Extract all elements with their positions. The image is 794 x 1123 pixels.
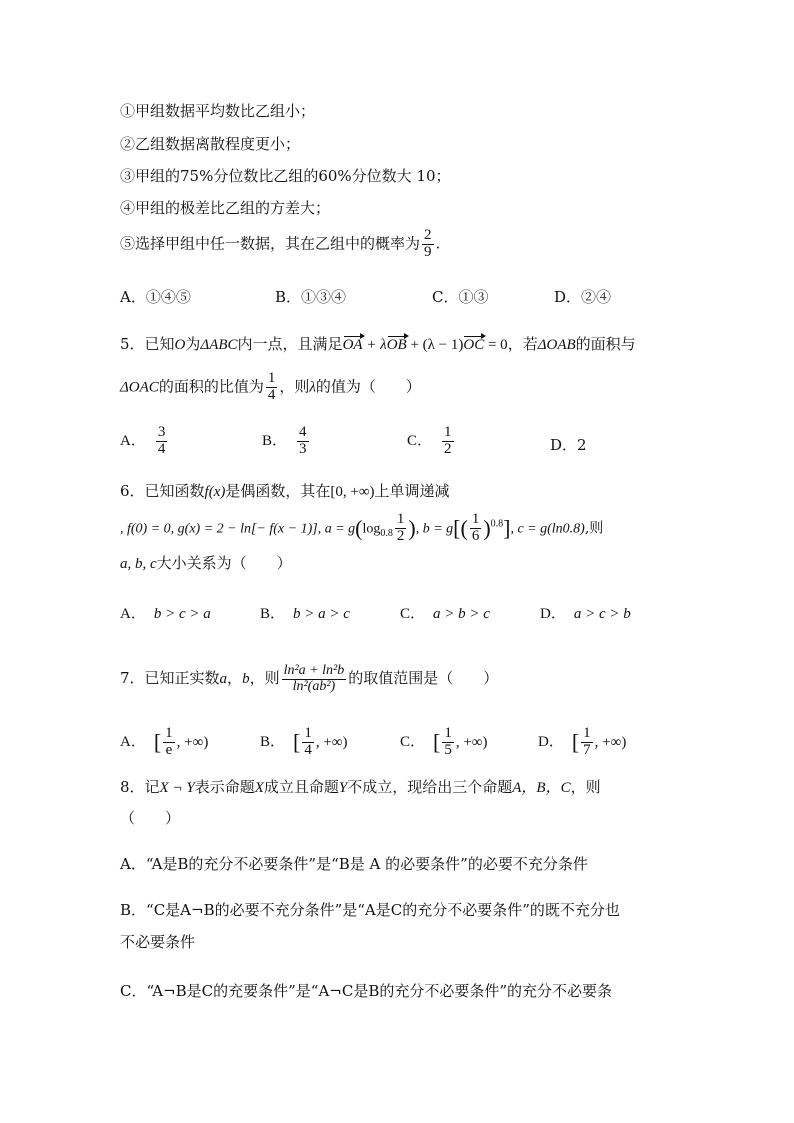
vector-ob: OB xyxy=(386,337,407,353)
interval: [0, +∞) xyxy=(330,484,375,500)
lambda: λ xyxy=(309,379,316,396)
q4-option-b: B．①③④ xyxy=(275,288,347,306)
q7-number: 7．已知正实数 xyxy=(120,669,220,688)
q8-option-b-line-2: 不必要条件 xyxy=(120,933,196,951)
q4-option-c: C．①③ xyxy=(432,288,489,306)
q5-number: 5．已知 xyxy=(120,335,175,353)
statement-2: ②乙组数据离散程度更小； xyxy=(120,135,301,153)
q5-option-c: C． $\frac{1}{2}$ xyxy=(407,424,452,457)
triangle-oac: ΔOAC xyxy=(120,379,159,396)
triangle-oab: ΔOAB xyxy=(537,337,576,353)
q8-line-1: 8．记X ¬ Y表示命题X成立且命题Y不成立，现给出三个命题A，B，C，则 xyxy=(120,778,601,796)
expression-fraction: $\frac{\text{ln²a + ln²b}}{\text{ln²(ab²)}}$ xyxy=(283,663,345,694)
function-f: f(x) xyxy=(204,484,226,500)
statement-5 xyxy=(120,228,440,261)
variables-abc: a, b, c xyxy=(120,556,157,572)
q6-option-b: B． b > a > c xyxy=(260,606,350,622)
statement-4: ④甲组的极差比乙组的方差大； xyxy=(120,199,331,217)
definitions: , f(0) = 0, g(x) = 2 − ln[− f(x − 1)], a = g xyxy=(120,521,356,537)
q8-option-a: A．“A是B的充分不必要条件”是“B是 A 的必要条件”的必要不充分条件 xyxy=(120,855,588,873)
q7-line: 7．已知正实数a，b，则 $\frac{\text{ln²a + ln²b}}{\text{ln²(ab²)}}$ 的取值范围是（ ） xyxy=(120,663,499,694)
q6-option-d: D． a > c > b xyxy=(540,606,631,622)
q5-option-a: A． $\frac{3}{4}$ xyxy=(120,424,166,457)
q6-number: 6．已知函数 xyxy=(120,482,205,500)
vector-oc: OC xyxy=(463,337,485,353)
q7-option-d: D． [ $\frac{1}{7}$ , +∞) xyxy=(538,725,627,758)
probability-fraction: $\frac{2}{9}$ xyxy=(424,227,432,260)
q5-option-b: B． $\frac{4}{3}$ xyxy=(262,424,307,457)
q4-option-d: D．②④ xyxy=(554,288,612,306)
q7-option-a: A． [ $\frac{1}{e}$ , +∞) xyxy=(120,725,209,758)
q5-line-2: ΔOAC的面积的比值为 $\frac{1}{4}$ ，则λ的值为（ ） xyxy=(120,370,421,403)
q5-option-d: D．2 xyxy=(550,436,587,454)
q7-option-c: C． [ $\frac{1}{5}$ , +∞) xyxy=(400,725,488,758)
triangle-abc: ΔABC xyxy=(200,337,238,353)
q6-option-c: C． a > b > c xyxy=(400,606,490,622)
q6-option-a: A． b > c > a xyxy=(120,606,211,622)
statement-1: ①甲组数据平均数比乙组小； xyxy=(120,102,316,120)
period: . xyxy=(435,234,441,253)
statement-5-text: ⑤选择甲组中任一数据，其在乙组中的概率为 xyxy=(120,234,421,253)
q6-line-3: a, b, c大小关系为（ ） xyxy=(120,554,292,572)
q8-number: 8．记 xyxy=(120,778,160,796)
q8-option-b-line-1: B．“C是A¬B的必要不充分条件”是“A是C的充分不必要条件”的既不充分也 xyxy=(120,901,620,919)
q7-option-b: B． [ $\frac{1}{4}$ , +∞) xyxy=(260,725,348,758)
q6-line-2: , f(0) = 0, g(x) = 2 − ln[− f(x − 1)], $a = g(\log_{0.8}$ $\frac{1}{2}$ ), b = g[( $\frac{1}{6}$ )$^{0.8}$], c = g(ln0.8),则 xyxy=(120,511,604,544)
q8-option-c: C．“A¬B是C的充要条件”是“A¬C是B的充分不必要条件”的充分不必要条 xyxy=(120,982,613,1000)
ratio-fraction: $\frac{1}{4}$ xyxy=(267,370,276,403)
q5-line-1: 5．已知O为ΔABC内一点，且满足OA + λOB + (λ − 1)OC = 0，若ΔOAB的面积与 xyxy=(120,335,636,353)
statement-3: ③甲组的75%分位数比乙组的60%分位数大 10； xyxy=(120,167,451,185)
q8-answer-paren: （ ） xyxy=(120,809,181,827)
q4-option-a: A．①④⑤ xyxy=(120,288,191,306)
q6-line-1: 6．已知函数f(x)是偶函数，其在[0, +∞)上单调递减 xyxy=(120,482,450,500)
vector-oa: OA xyxy=(342,337,363,353)
point-o: O xyxy=(174,337,186,353)
